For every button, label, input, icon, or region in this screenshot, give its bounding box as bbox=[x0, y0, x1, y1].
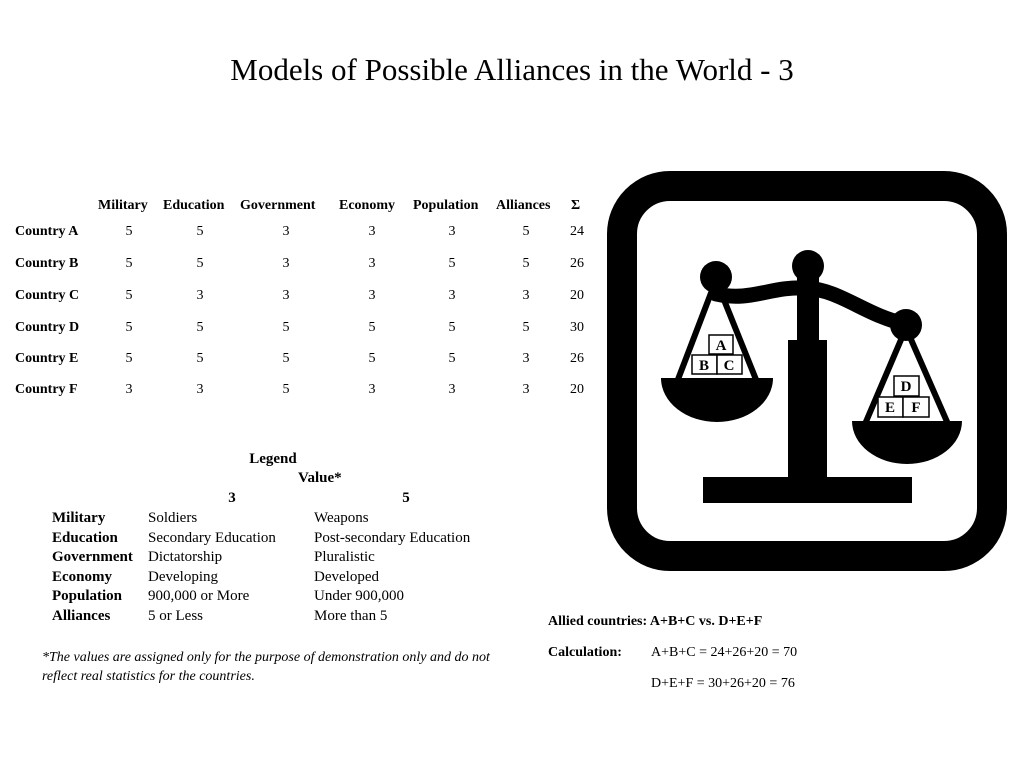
table-cell: 5 bbox=[448, 320, 456, 335]
box-f-label: F bbox=[911, 400, 921, 416]
table-cell-sum: 20 bbox=[570, 288, 584, 303]
legend-value-3: Developing bbox=[148, 569, 218, 585]
row-label-country-f: Country F bbox=[15, 382, 78, 397]
row-label-country-b: Country B bbox=[15, 256, 79, 271]
column-header-population: Population bbox=[413, 198, 479, 213]
column-header-sum: Σ bbox=[571, 198, 581, 213]
table-cell: 5 bbox=[125, 224, 133, 239]
box-d-label: D bbox=[900, 379, 912, 395]
table-cell: 3 bbox=[196, 288, 204, 303]
calculation-def: D+E+F = 30+26+20 = 76 bbox=[651, 676, 795, 691]
table-cell: 5 bbox=[125, 256, 133, 271]
balance-scale-illustration bbox=[606, 170, 1008, 572]
table-cell: 3 bbox=[125, 382, 133, 397]
table-cell: 3 bbox=[522, 288, 530, 303]
legend-label: Government bbox=[52, 549, 133, 565]
table-cell: 5 bbox=[196, 256, 204, 271]
row-label-country-a: Country A bbox=[15, 224, 79, 239]
legend-value-3: Secondary Education bbox=[148, 530, 276, 546]
table-cell: 3 bbox=[196, 382, 204, 397]
table-cell: 5 bbox=[368, 320, 376, 335]
table-cell: 3 bbox=[282, 288, 290, 303]
box-b-label: B bbox=[698, 358, 710, 374]
box-a-label: A bbox=[715, 338, 727, 354]
right-beam-knob bbox=[890, 309, 922, 341]
calculation-label: Calculation: bbox=[548, 645, 622, 660]
column-header-education: Education bbox=[163, 198, 225, 213]
table-cell: 3 bbox=[368, 224, 376, 239]
row-label-country-d: Country D bbox=[15, 320, 80, 335]
legend-value-3: 900,000 or More bbox=[148, 588, 250, 604]
table-cell: 5 bbox=[522, 224, 530, 239]
legend-value-5: Pluralistic bbox=[314, 549, 375, 565]
scale-base bbox=[703, 477, 912, 503]
legend-value-5: Under 900,000 bbox=[314, 588, 404, 604]
left-pan bbox=[661, 378, 773, 422]
table-cell: 5 bbox=[196, 351, 204, 366]
table-cell: 3 bbox=[368, 256, 376, 271]
table-cell: 5 bbox=[196, 320, 204, 335]
legend-label: Alliances bbox=[52, 608, 111, 624]
table-cell-sum: 20 bbox=[570, 382, 584, 397]
table-cell: 3 bbox=[448, 224, 456, 239]
column-header-alliances: Alliances bbox=[496, 198, 551, 213]
table-cell: 3 bbox=[282, 224, 290, 239]
legend-label: Population bbox=[52, 588, 123, 604]
legend-value-5: Weapons bbox=[314, 510, 369, 526]
table-cell: 5 bbox=[522, 320, 530, 335]
box-e-label: E bbox=[884, 400, 896, 416]
scale-pivot-knob bbox=[792, 250, 824, 282]
legend-label: Education bbox=[52, 530, 118, 546]
table-cell-sum: 26 bbox=[570, 351, 584, 366]
left-pan-boxes bbox=[692, 335, 742, 374]
table-cell-sum: 26 bbox=[570, 256, 584, 271]
column-header-military: Military bbox=[98, 198, 148, 213]
row-label-country-c: Country C bbox=[15, 288, 80, 303]
legend-value-5: More than 5 bbox=[314, 608, 388, 624]
column-header-economy: Economy bbox=[339, 198, 395, 213]
legend-value-3: Soldiers bbox=[148, 510, 198, 526]
table-cell: 5 bbox=[448, 256, 456, 271]
table-cell: 3 bbox=[448, 382, 456, 397]
table-cell: 5 bbox=[448, 351, 456, 366]
table-cell-sum: 24 bbox=[570, 224, 584, 239]
legend-title: Legend bbox=[249, 451, 297, 467]
table-cell: 5 bbox=[282, 351, 290, 366]
table-cell: 3 bbox=[522, 351, 530, 366]
table-cell: 5 bbox=[368, 351, 376, 366]
allied-countries-text: Allied countries: A+B+C vs. D+E+F bbox=[548, 614, 763, 629]
table-cell: 5 bbox=[125, 288, 133, 303]
legend-label: Economy bbox=[52, 569, 112, 585]
table-cell-sum: 30 bbox=[570, 320, 584, 335]
box-c-label: C bbox=[723, 358, 735, 374]
legend-value-5: Post-secondary Education bbox=[314, 530, 471, 546]
legend-value-3: 5 or Less bbox=[148, 608, 203, 624]
legend-value-5: Developed bbox=[314, 569, 379, 585]
table-cell: 3 bbox=[368, 382, 376, 397]
legend-value-header: Value* bbox=[298, 470, 342, 486]
legend-label: Military bbox=[52, 510, 106, 526]
calculation-abc: A+B+C = 24+26+20 = 70 bbox=[651, 645, 798, 660]
table-cell: 3 bbox=[282, 256, 290, 271]
row-label-country-e: Country E bbox=[15, 351, 79, 366]
legend-col-5-header: 5 bbox=[402, 490, 410, 506]
table-cell: 5 bbox=[125, 351, 133, 366]
table-cell: 5 bbox=[522, 256, 530, 271]
table-cell: 5 bbox=[282, 382, 290, 397]
table-cell: 3 bbox=[522, 382, 530, 397]
table-cell: 5 bbox=[282, 320, 290, 335]
table-cell: 5 bbox=[125, 320, 133, 335]
scale-column bbox=[788, 340, 827, 480]
page-title: Models of Possible Alliances in the World - 3 bbox=[230, 52, 794, 87]
right-pan bbox=[852, 421, 962, 464]
legend-col-3-header: 3 bbox=[228, 490, 236, 506]
table-cell: 5 bbox=[196, 224, 204, 239]
column-header-government: Government bbox=[240, 198, 316, 213]
footnote: *The values are assigned only for the purpose of demonstration only and do not reflect real statistics for the countries. bbox=[42, 650, 490, 684]
legend-value-3: Dictatorship bbox=[148, 549, 223, 565]
table-cell: 3 bbox=[448, 288, 456, 303]
table-cell: 3 bbox=[368, 288, 376, 303]
